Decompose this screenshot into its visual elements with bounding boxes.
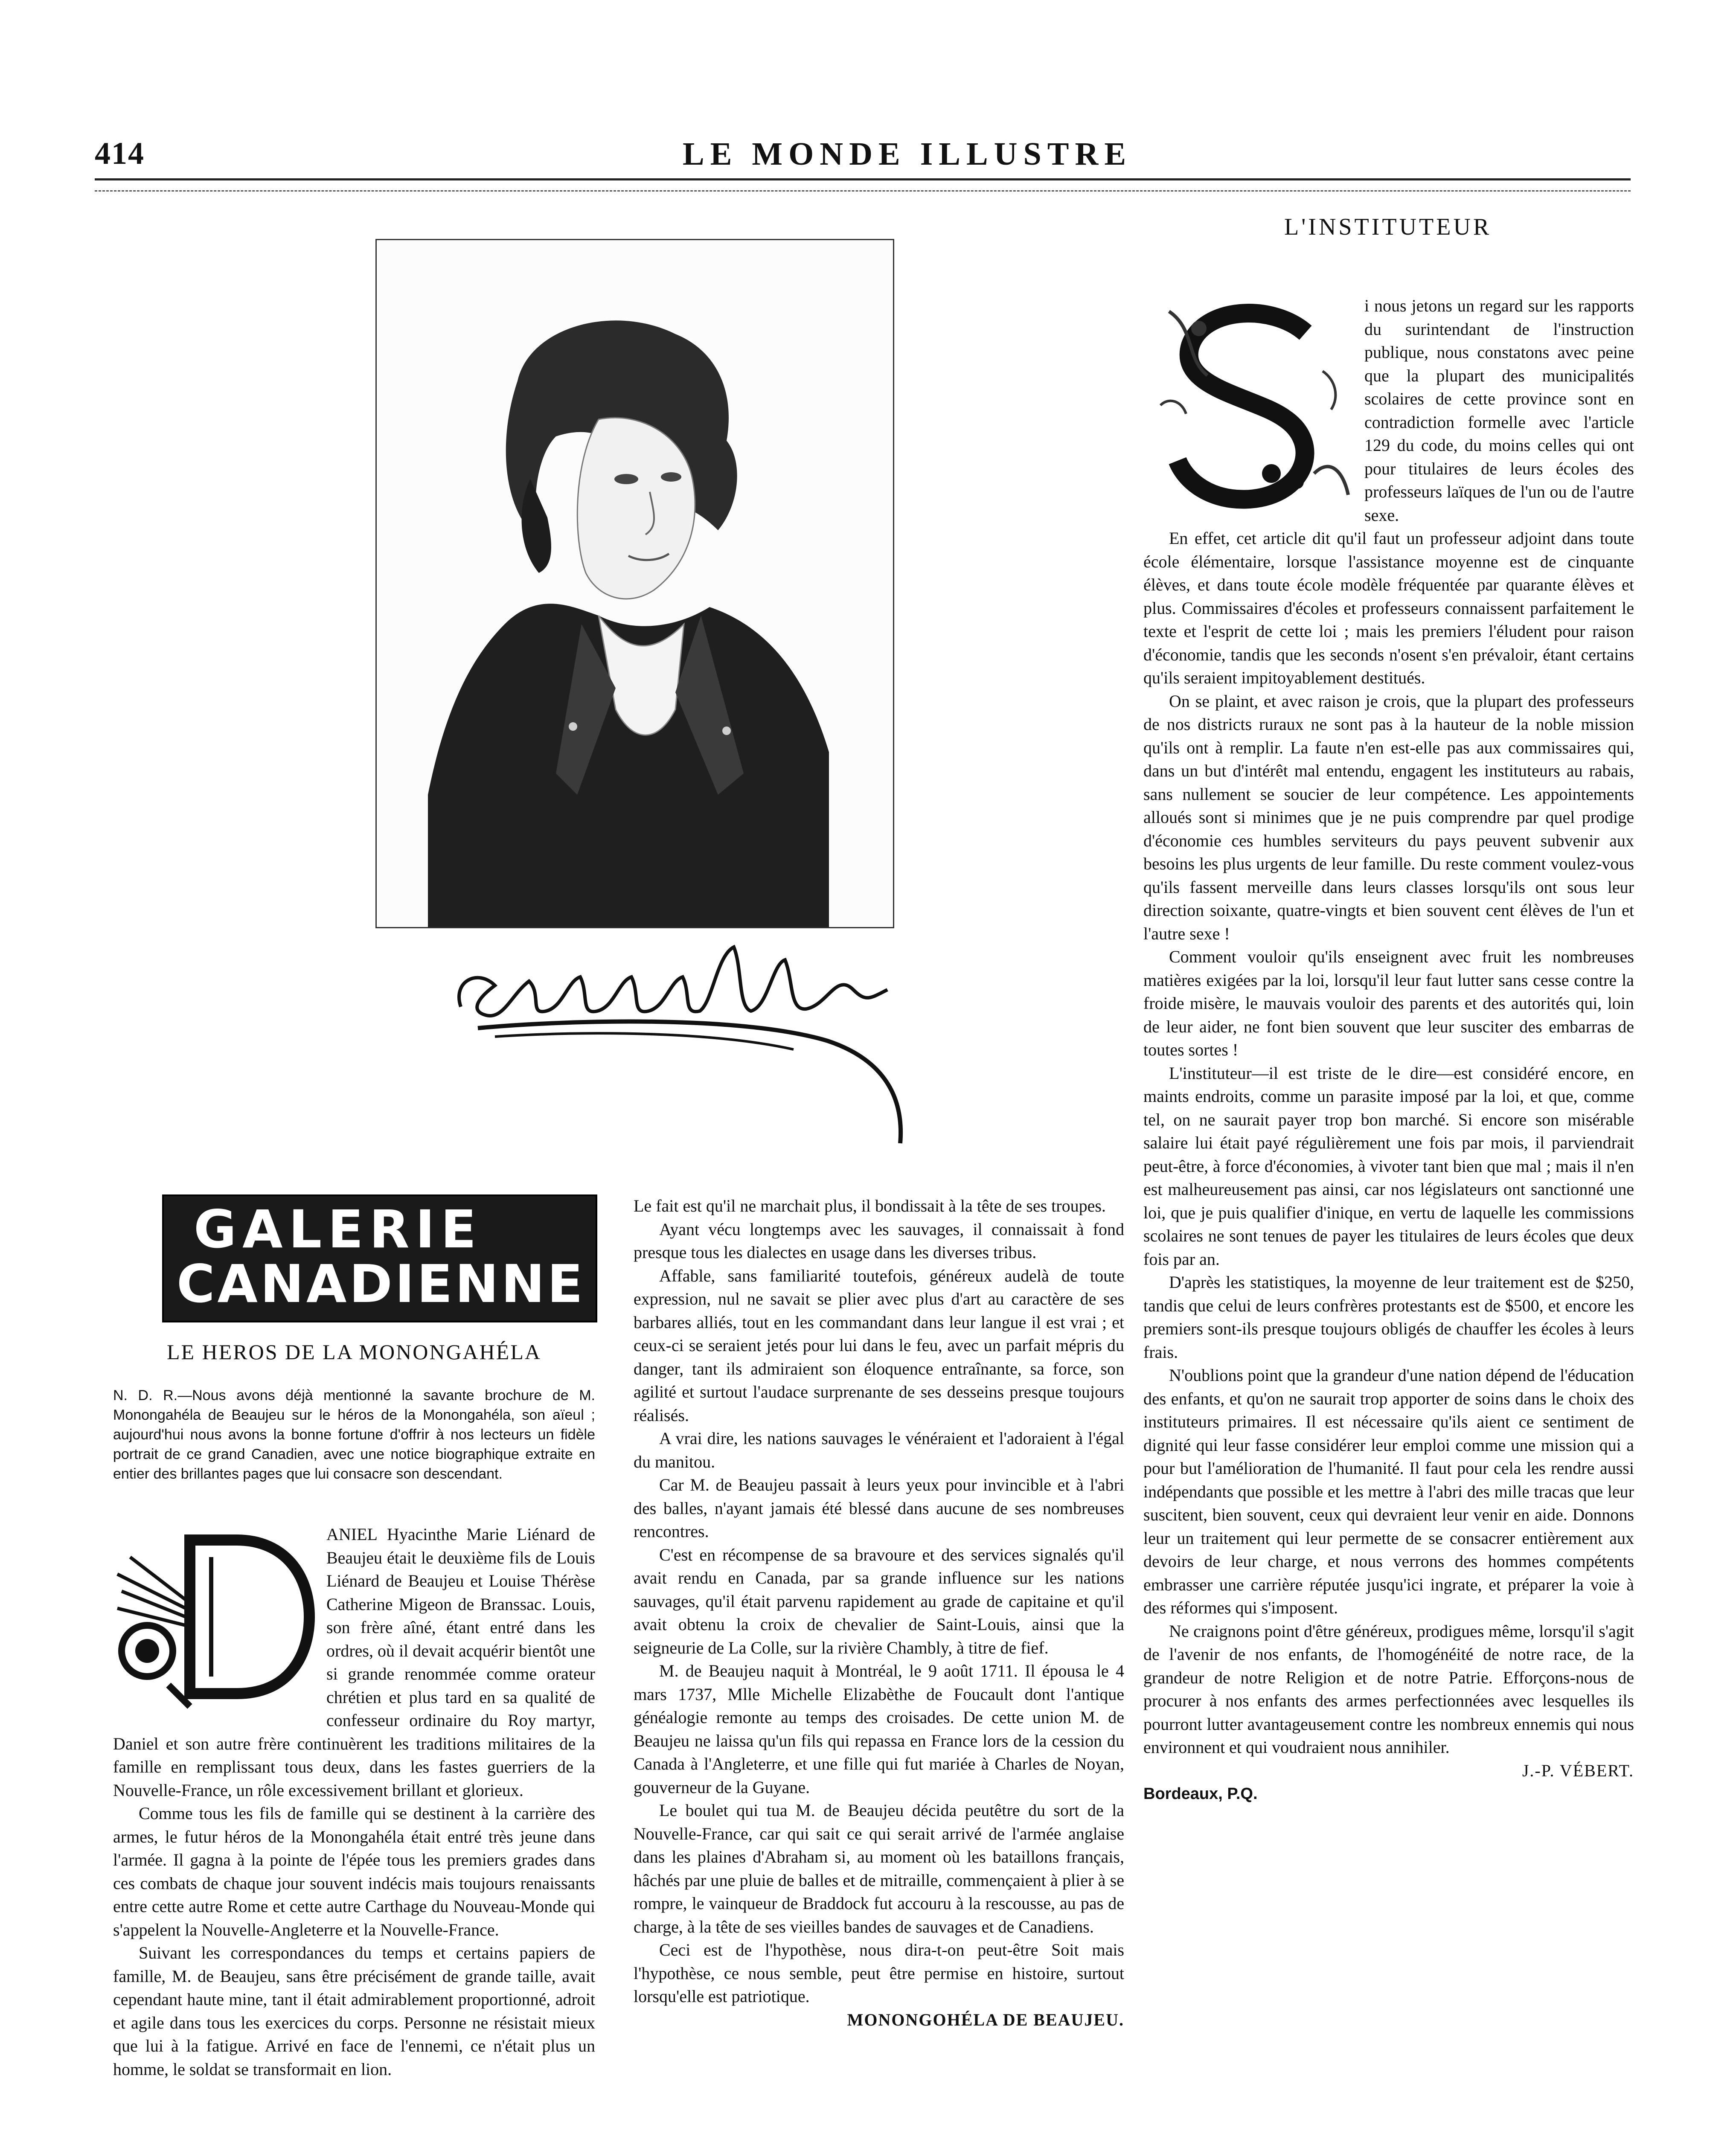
col3-paragraph-6: D'après les statistiques, la moyenne de leur traitement est de $250, tandis que celui de leurs confrères protestants est de $500, et encore les premiers sont-ils presque toujours obligés de chauffer les écoles à leurs frais. — [1143, 1273, 1634, 1362]
col3-paragraph-1: i nous jetons un regard sur les rapports du surintendant de l'instruction publique, nous constatons avec peine que la plupart des municipalités scolaires de cette province sont en contradiction formelle avec l'article 129 du code, du moins celles qui ont pour titulaires de leurs écoles des professeurs laïques de l'un ou de l'autre sexe. — [1364, 296, 1634, 525]
col1-paragraph-1: Hyacinthe Marie Liénard de Beaujeu était le deuxième fils de Louis Liénard de Beaujeu et Louise Thérèse Catherine Migeon de Branssac. Louis, son frère aîné, étant entré dans les ordres, où il devait acquérir bientôt une si grande renommée comme orateur chrétien et plus tard en sa qualité de confesseur ordinaire du Roy martyr, Daniel et son autre frère continuèrent les traditions militaires de la famille en remplissant tous deux, dans les fastes guerriers de la Nouvelle-France, un rôle excessivement brillant et glorieux. — [113, 1525, 596, 1800]
col2-paragraph-1: Le fait est qu'il ne marchait plus, il bondissait à la tête de ses troupes. — [634, 1196, 1106, 1215]
col2-paragraph-3: Affable, sans familiarité toutefois, généreux audelà de toute expression, nul ne savait se plier avec plus d'art au caractère de ses barbares alliés, tout en les commandant dans leur langue il est vrai ; et ceux-ci se seraient jetés pour lui dans le feu, avec un parfait mépris du danger, tant ils admiraient son éloquence entraînante, sa force, son agilité et surtout l'audace surprenante de ses desseins presque toujours réalisés. — [634, 1266, 1124, 1425]
col3-paragraph-4: Comment vouloir qu'ils enseignent avec fruit les nombreuses matières exigées par la loi, lorsqu'il leur faut lutter sans cesse contre la froide misère, le mauvais vouloir des parents et des autorités qui, loin de leur aider, ne font bien souvent que leur susciter des embarras de toutes sortes ! — [1143, 947, 1634, 1059]
ornamental-initial-d-icon — [113, 1523, 318, 1711]
col2-paragraph-4: A vrai dire, les nations sauvages le vénéraient et l'adoraient à l'égal du manitou. — [634, 1429, 1124, 1471]
article-title-instituteur: L'INSTITUTEUR — [1284, 214, 1492, 240]
header-rule — [95, 178, 1631, 180]
banner-line2: CANADIENNE — [177, 1254, 586, 1314]
col2-paragraph-9: Ceci est de l'hypothèse, nous dira-t-on peut-être Soit mais l'hypothèse, ce nous semble, peut être permise en histoire, surtout lorsqu'elle est patriotique. — [634, 1940, 1124, 2006]
editor-note: N. D. R.—Nous avons déjà mentionné la savante brochure de M. Monongahéla de Beaujeu sur le héros de la Monongahéla, son aïeul ; aujourd'hui nous avons la bonne fortune d'offrir à nos lecteurs un fidèle portrait de ce grand Canadien, avec une notice biographique extraite en entier des brillantes pages que lui consacre son descendant. — [113, 1387, 595, 1482]
page-number: 414 — [95, 136, 145, 171]
author-signature: J.-P. VÉBERT. — [1522, 1761, 1634, 1780]
col2-paragraph-8: Le boulet qui tua M. de Beaujeu décida peutêtre du sort de la Nouvelle-France, car qui sait ce qui serait arrivé de l'armée anglaise dans les plaines d'Abraham si, au moment où les bataillons français, hâchés par une pluie de balles et de mitraille, commençaient à plier à se rompre, le vainqueur de Braddock fut accouru à la rescousse, au pas de charge, à la tête de ses vieilles bandes de sauvages et de Canadiens. — [634, 1801, 1124, 1936]
col2-paragraph-5: Car M. de Beaujeu passait à leurs yeux pour invincible et à l'abri des balles, n'ayant jamais été blessé dans aucune de ses nombreuses rencontres. — [634, 1475, 1124, 1541]
col3-paragraph-5: L'instituteur—il est triste de le dire—est considéré encore, en maints endroits, comme un parasite imposé par la loi, et que, comme tel, on ne saurait payer trop bon marché. Si encore son misérable salaire lui était payé régulièrement une fois par mois, il parviendrait peut-être, à force d'économies, à vivoter tant bien que mal ; mais il n'en est malheureusement pas ainsi, car nos législateurs ont sanctionné une loi, que je puis qualifier d'inique, en vertu de laquelle les commissions scolaires ne sont tenues de payer les titulaires de leurs écoles que deux fois par an. — [1143, 1063, 1634, 1269]
col3-paragraph-2: En effet, cet article dit qu'il faut un professeur adjoint dans toute école élémentaire, lorsque l'assistance moyenne est de cinquante élèves, et dans toute école modèle fréquentée par quarante élèves et plus. Commissaires d'écoles et professeurs connaissent parfaitement le texte et l'esprit de cette loi ; mais les premiers l'éludent pour raison d'économie, tandis que les seconds n'osent s'en prévaloir, étant certains qu'ils seraient impitoyablement destitués. — [1143, 529, 1634, 687]
article-column-2 — [634, 1194, 1124, 2031]
masthead: LE MONDE ILLUSTRE — [683, 136, 1132, 172]
col2-paragraph-6: C'est en récompense de sa bravoure et des services signalés qu'il avait rendu en Canada, par sa grande influence sur les nations sauvages, qu'il était parvenu rapidement au grade de capitaine et qu'il avait obtenu la croix de chevalier de Saint-Louis, ainsi que la seigneurie de La Colle, sur la rivière Chambly, à titre de fief. — [634, 1545, 1124, 1657]
portrait-image — [377, 240, 893, 927]
col3-paragraph-3: On se plaint, et avec raison je crois, que la plupart des professeurs de nos districts ruraux ne sont pas à la hauteur de la noble mission qu'ils ont à remplir. La faute n'en est-elle pas aux commissaires qui, dans un but d'intérêt mal entendu, engagent les instituteurs au rabais, sans nullement se soucier de leur compétence. Les appointements alloués sont si minimes que je ne puis comprendre par quel prodige d'économie ces humbles serviteurs du pays peuvent subvenir aux besoins les plus urgents de leur famille. Du reste comment voulez-vous qu'ils fassent merveille dans leurs classes lorsqu'ils ont sous leur direction soixante, quatre-vingts et bien souvent cent élèves de l'un et l'autre sexe ! — [1143, 691, 1634, 943]
dropcap-lead: ANIEL — [326, 1525, 378, 1544]
article-column-1 — [113, 1523, 595, 2081]
article-credit: MONONGOHÉLA DE BEAUJEU. — [847, 2010, 1124, 2029]
col1-paragraph-3: Suivant les correspondances du temps et certains papiers de famille, M. de Beaujeu, sans être précisément de grande taille, avait cependant haute mine, tant il était admirablement proportionné, adroit et agile dans tous les exercices du corps. Personne ne résistait mieux que lui à la fatigue. Arrivé en face de l'ennemi, ce n'était plus un homme, le soldat se transformait en lion. — [113, 1943, 595, 2079]
portrait-engraving — [375, 239, 894, 928]
col3-paragraph-7: N'oublions point que la grandeur d'une nation dépend de l'éducation des enfants, et qu'on ne saurait trop apporter de soins dans le choix des instituteurs primaires. Il est nécessaire qu'ils aient ce sentiment de dignité qui leur fasse considérer leur emploi comme une mission qui a pour but l'amélioration de l'humanité. Il faut pour cela les rendre aussi indépendants que possible et les mettre à l'abri des mille tracas que leur suscitent, bien souvent, ceux qui devraient leur venir en aide. Donnons leur un traitement qui leur permette de se consacrer entièrement aux devoirs de leur charge, et nous verrons des hommes compétents embrasser une carrière réputée jusqu'ici ingrate, et préparer la voie à des réformes qui s'imposent. — [1143, 1366, 1634, 1617]
col3-paragraph-8: Ne craignons point d'être généreux, prodigues même, lorsqu'il s'agit de l'avenir de nos enfants, de l'homogénéité de notre race, de la grandeur de notre Religion et de notre Patrie. Efforçons-nous de procurer à nos enfants des armes perfectionnées avec lesquelles ils pourront lutter avantageusement contre les nombreux ennemis qui nous environnent et qui voudraient nous annihiler. — [1143, 1621, 1634, 1757]
galerie-canadienne-banner — [162, 1194, 597, 1322]
header-rule-dashed — [95, 190, 1631, 192]
article-title-heros: LE HEROS DE LA MONONGAHÉLA — [167, 1340, 541, 1364]
col2-paragraph-7: M. de Beaujeu naquit à Montréal, le 9 août 1711. Il épousa le 4 mars 1737, Mlle Michelle Elizabèthe de Foucault dont l'antique généalogie remonte au temps des croisades. De cette union M. de Beaujeu ne laissa qu'un fils qui repassa en France lors de la cession du Canada à l'Angleterre, et une fille qui fut mariée à Charles de Noyan, gouverneur de la Guyane. — [634, 1661, 1124, 1797]
author-place: Bordeaux, P.Q. — [1143, 1785, 1258, 1803]
col2-paragraph-2: Ayant vécu longtemps avec les sauvages, il connaissait à fond presque tous les dialectes en usage dans les diverses tribus. — [634, 1219, 1124, 1262]
signature-image — [444, 930, 956, 1152]
article-column-3 — [1143, 294, 1634, 1806]
banner-line1: GALERIE — [194, 1199, 483, 1260]
col1-paragraph-2: Comme tous les fils de famille qui se destinent à la carrière des armes, le futur héros de la Monongahéla était entré très jeune dans l'armée. Il gagna à la pointe de l'épée tous les premiers grades dans ces combats de chaque jour souvent indécis mais toujours renaissants entre cette autre Rome et cette autre Carthage du Nouveau-Monde qui s'appelent la Nouvelle-Angleterre et la Nouvelle-France. — [113, 1804, 595, 1939]
ornamental-initial-s-icon — [1143, 294, 1357, 512]
